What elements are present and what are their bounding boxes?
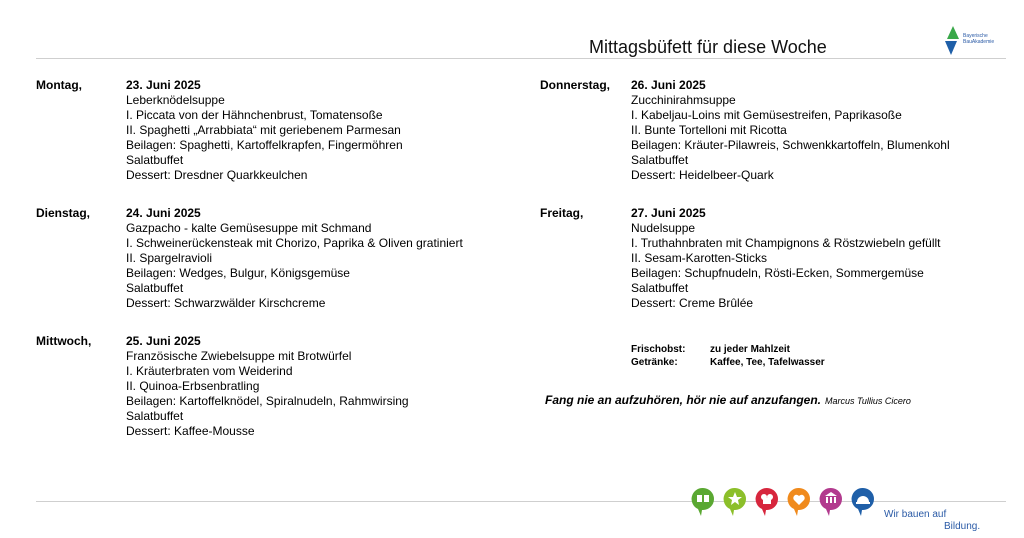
menu-main-2: II. Bunte Tortelloni mit Ricotta xyxy=(631,123,787,137)
day-menu xyxy=(631,206,941,311)
menu-soup: Französische Zwiebelsuppe mit Brotwürfel xyxy=(126,349,352,363)
heart-icon xyxy=(787,487,811,517)
menu-main-2: II. Sesam-Karotten-Sticks xyxy=(631,251,768,265)
building-icon xyxy=(819,487,843,517)
menu-salad: Salatbuffet xyxy=(126,153,184,167)
day-date: 25. Juni 2025 xyxy=(126,334,201,348)
day-name: Mittwoch, xyxy=(36,334,92,348)
page-title: Mittagsbüfett für diese Woche xyxy=(589,37,827,57)
day-menu xyxy=(126,78,403,183)
menu-main-1: I. Truthahnbraten mit Champignons & Röstzwiebeln gefüllt xyxy=(631,236,941,250)
logo xyxy=(944,26,1004,58)
day-name: Donnerstag, xyxy=(540,78,611,92)
fruit-value: zu jeder Mahlzeit xyxy=(710,344,791,355)
menu-main-1: I. Piccata von der Hähnchenbrust, Tomatensoße xyxy=(126,108,383,122)
menu-dessert: Dessert: Kaffee-Mousse xyxy=(126,424,255,438)
day-name: Montag, xyxy=(36,78,82,92)
menu-salad: Salatbuffet xyxy=(631,153,689,167)
menu-sides: Beilagen: Spaghetti, Kartoffelkrapfen, Fingermöhren xyxy=(126,138,403,152)
menu-main-2: II. Quinoa-Erbsenbratling xyxy=(126,379,260,393)
fruit-row xyxy=(631,343,825,356)
quote-author: Marcus Tullius Cicero xyxy=(825,396,911,406)
logo-text-1: Bayerische xyxy=(963,33,988,39)
menu-soup: Nudelsuppe xyxy=(631,221,696,235)
day-date: 27. Juni 2025 xyxy=(631,206,706,220)
menu-sides: Beilagen: Wedges, Bulgur, Königsgemüse xyxy=(126,266,350,280)
day-date: 26. Juni 2025 xyxy=(631,78,706,92)
day-date: 24. Juni 2025 xyxy=(126,206,201,220)
book-icon xyxy=(691,487,715,517)
extras-info xyxy=(631,343,825,369)
menu-sides: Beilagen: Schupfnudeln, Rösti-Ecken, Sommergemüse xyxy=(631,266,924,280)
slogan-line-2: Bildung. xyxy=(944,521,981,532)
helmet-icon xyxy=(851,487,875,517)
menu-dessert: Dessert: Dresdner Quarkkeulchen xyxy=(126,168,308,182)
star-icon xyxy=(723,487,747,517)
menu-salad: Salatbuffet xyxy=(126,281,184,295)
menu-soup: Zucchinirahmsuppe xyxy=(631,93,736,107)
quote-text: Fang nie an aufzuhören, hör nie auf anzufangen. xyxy=(545,393,822,407)
chef-hat-icon xyxy=(755,487,779,517)
menu-main-1: I. Kabeljau-Loins mit Gemüsestreifen, Paprikasoße xyxy=(631,108,902,122)
slogan-line-1: Wir bauen auf xyxy=(884,509,947,520)
menu-salad: Salatbuffet xyxy=(126,409,184,423)
menu-soup: Leberknödelsuppe xyxy=(126,93,225,107)
drinks-label: Getränke: xyxy=(631,357,678,368)
header-divider xyxy=(36,58,1006,59)
menu-main-1: I. Kräuterbraten vom Weiderind xyxy=(126,364,293,378)
menu-main-2: II. Spaghetti „Arrabbiata“ mit geriebenem Parmesan xyxy=(126,123,401,137)
logo-text-2: BauAkademie xyxy=(963,39,995,45)
drinks-row xyxy=(631,356,825,369)
logo-mark-icon xyxy=(944,26,960,56)
menu-dessert: Dessert: Creme Brûlée xyxy=(631,296,754,310)
menu-dessert: Dessert: Heidelbeer-Quark xyxy=(631,168,774,182)
menu-soup: Gazpacho - kalte Gemüsesuppe mit Schmand xyxy=(126,221,372,235)
menu-dessert: Dessert: Schwarzwälder Kirschcreme xyxy=(126,296,326,310)
slogan xyxy=(884,509,980,533)
menu-salad: Salatbuffet xyxy=(631,281,689,295)
menu-sides: Beilagen: Kartoffelknödel, Spiralnudeln, Rahmwirsing xyxy=(126,394,409,408)
day-name: Dienstag, xyxy=(36,206,91,220)
day-menu xyxy=(126,334,409,439)
menu-main-2: II. Spargelravioli xyxy=(126,251,213,265)
menu-sides: Beilagen: Kräuter-Pilawreis, Schwenkkartoffeln, Blumenkohl xyxy=(631,138,950,152)
day-menu xyxy=(631,78,950,183)
day-date: 23. Juni 2025 xyxy=(126,78,201,92)
menu-main-1: I. Schweinerückensteak mit Chorizo, Paprika & Oliven gratiniert xyxy=(126,236,463,250)
fruit-label: Frischobst: xyxy=(631,344,686,355)
day-menu xyxy=(126,206,463,311)
drinks-value: Kaffee, Tee, Tafelwasser xyxy=(710,357,825,368)
day-name: Freitag, xyxy=(540,206,584,220)
quote xyxy=(545,391,911,409)
